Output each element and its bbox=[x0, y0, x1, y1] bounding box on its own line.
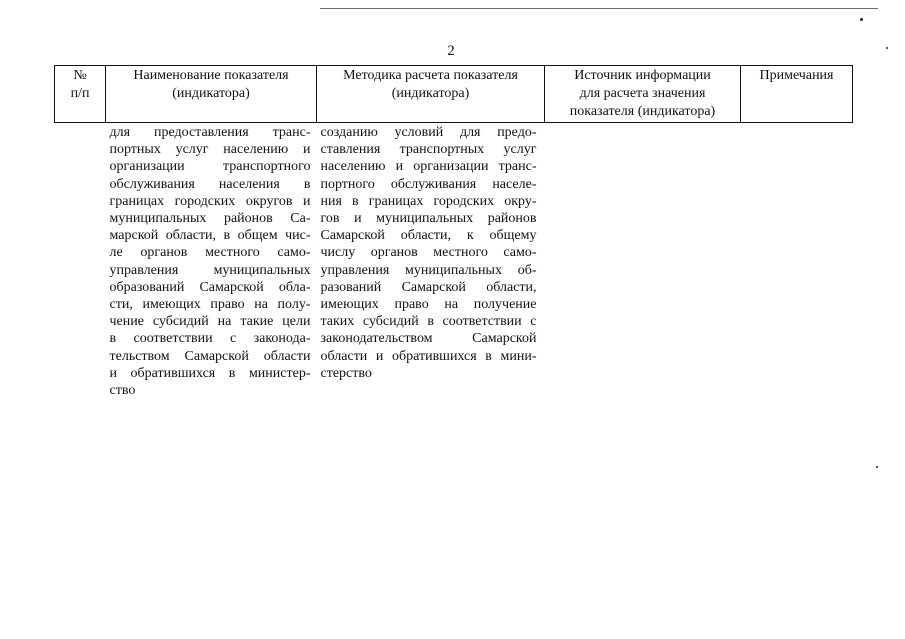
indicator-name-line: сти, имеющих право на полу- bbox=[109, 297, 311, 313]
indicator-table bbox=[54, 65, 853, 399]
indicator-name-line: образований Самарской обла- bbox=[109, 279, 311, 295]
indicator-name-line: портных услуг населению и bbox=[109, 142, 311, 158]
calculation-method-line: таких субсидий в соответствии с bbox=[320, 314, 537, 330]
indicator-name-line: ле органов местного само- bbox=[109, 245, 311, 261]
indicator-name-line: границах городских округов и bbox=[109, 193, 311, 209]
calculation-method-line: стерство bbox=[320, 365, 372, 381]
indicator-name-line: управления муниципальных bbox=[109, 262, 311, 278]
indicator-name-line: в соответствии с законода- bbox=[109, 331, 311, 347]
calculation-method-line: разований Самарской области, bbox=[320, 279, 537, 295]
indicator-name-line: марской области, в общем чис- bbox=[109, 228, 311, 244]
calculation-method-line: ставления транспортных услуг bbox=[320, 142, 537, 158]
indicator-name-cell bbox=[106, 123, 317, 400]
header-row bbox=[55, 66, 853, 123]
calculation-method-line: портного обслуживания населе- bbox=[320, 176, 537, 192]
header-method-cell bbox=[317, 66, 545, 123]
indicator-name-line: тельством Самарской области bbox=[109, 348, 311, 364]
calculation-method-line: гов и муниципальных районов bbox=[320, 211, 537, 227]
indicator-name-line: для предоставления транс- bbox=[109, 125, 311, 140]
notes-cell bbox=[741, 123, 853, 400]
header-name-line: (индикатора) bbox=[172, 86, 250, 101]
header-name-line: Наименование показателя bbox=[133, 68, 289, 83]
header-source-line: Источник информации bbox=[574, 68, 711, 83]
header-notes-line: Примечания bbox=[759, 68, 834, 83]
scan-speck bbox=[876, 466, 878, 468]
calculation-method-line: Самарской области, к общему bbox=[320, 228, 537, 244]
indicator-name-line: чение субсидий на такие цели bbox=[109, 314, 311, 330]
header-method-line: (индикатора) bbox=[391, 86, 470, 101]
top-rule bbox=[320, 8, 878, 9]
header-number-line: п/п bbox=[70, 86, 90, 101]
calculation-method-line: имеющих право на получение bbox=[320, 297, 537, 313]
indicator-name-line: и обратившихся в министер- bbox=[109, 365, 311, 381]
header-notes-cell bbox=[741, 66, 853, 123]
scan-speck bbox=[860, 18, 863, 21]
calculation-method-line: созданию условий для предо- bbox=[320, 125, 537, 140]
calculation-method-cell bbox=[317, 123, 545, 400]
page-number: 2 bbox=[447, 43, 455, 59]
information-source-cell bbox=[545, 123, 741, 400]
header-method-line: Методика расчета показателя bbox=[343, 68, 518, 83]
table-header bbox=[55, 66, 853, 123]
header-number-line: № bbox=[73, 68, 87, 83]
indicator-name-line: обслуживания населения в bbox=[109, 176, 311, 192]
table-row bbox=[55, 123, 853, 400]
indicator-name-line: ство bbox=[109, 383, 136, 399]
table-body bbox=[55, 123, 853, 400]
header-number-cell bbox=[55, 66, 106, 123]
calculation-method-line: законодательством Самарской bbox=[320, 331, 537, 347]
calculation-method-line: управления муниципальных об- bbox=[320, 262, 537, 278]
header-source-line: показателя (индикатора) bbox=[569, 104, 716, 119]
calculation-method-line: числу органов местного само- bbox=[320, 245, 537, 261]
indicator-name-line: муниципальных районов Са- bbox=[109, 211, 311, 227]
header-name-cell bbox=[106, 66, 317, 123]
indicator-name-line: организации транспортного bbox=[109, 159, 311, 175]
calculation-method-line: ния в границах городских окру- bbox=[320, 193, 537, 209]
header-source-line: для расчета значения bbox=[579, 86, 706, 101]
calculation-method-line: области и обратившихся в мини- bbox=[320, 348, 537, 364]
scan-speck bbox=[886, 47, 888, 49]
row-number-cell bbox=[55, 123, 106, 400]
header-source-cell bbox=[545, 66, 741, 123]
calculation-method-line: населению и организации транс- bbox=[320, 159, 537, 175]
